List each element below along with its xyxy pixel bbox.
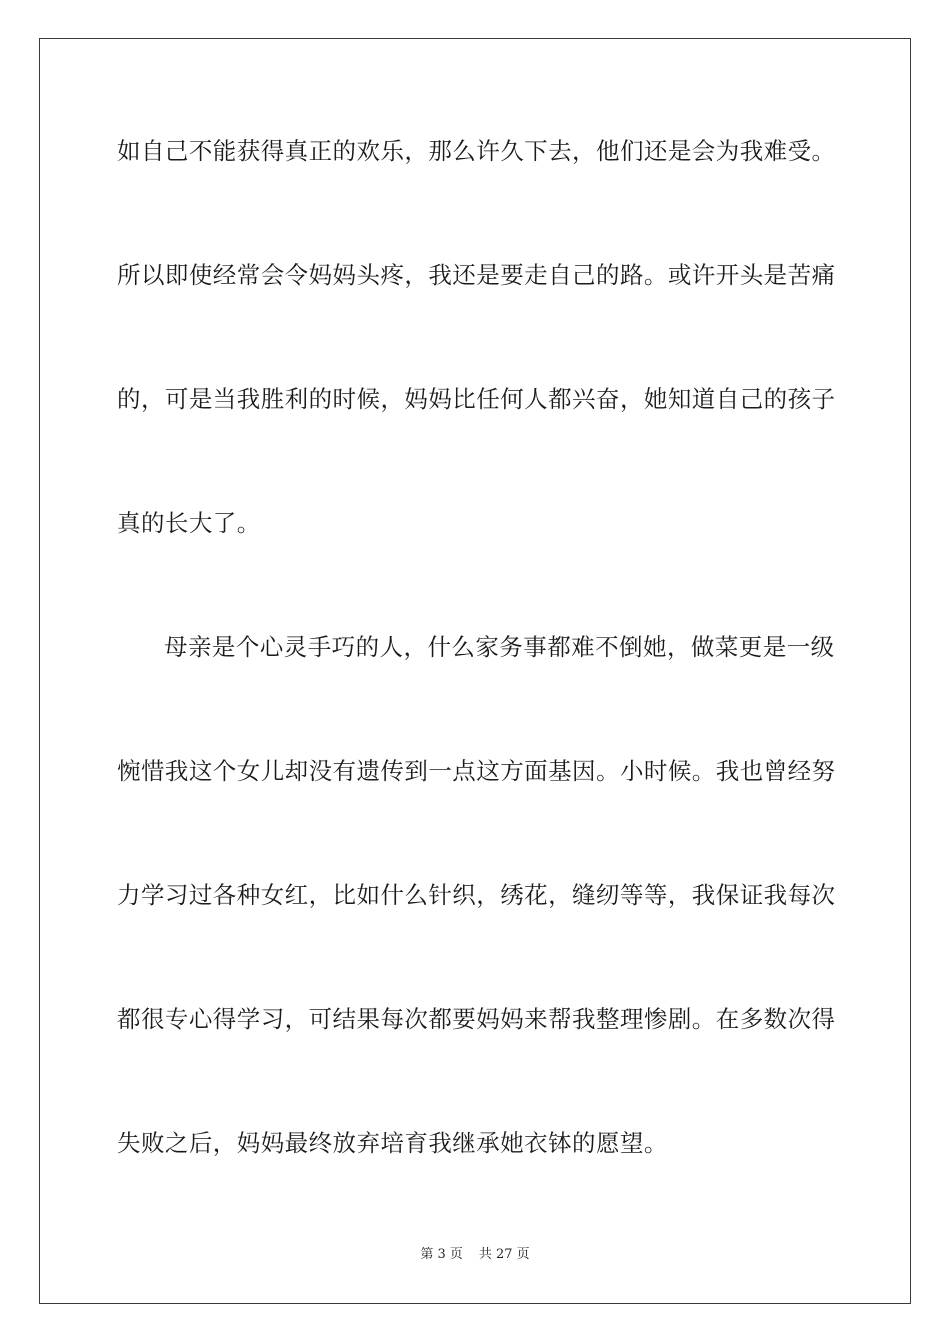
page-number: 第 3 页 (420, 1247, 463, 1262)
page-border (39, 38, 911, 1304)
paragraph-line: 都很专心得学习，可结果每次都要妈妈来帮我整理惨剧。在多数次得 (117, 1005, 836, 1033)
paragraph-line: 惋惜我这个女儿却没有遗传到一点这方面基因。小时候。我也曾经努 (117, 757, 836, 785)
paragraph-line: 力学习过各种女红，比如什么针织，绣花，缝纫等等，我保证我每次 (117, 881, 836, 909)
paragraph-line: 所以即使经常会令妈妈头疼，我还是要走自己的路。或许开头是苦痛 (117, 261, 836, 289)
paragraph-line: 失败之后，妈妈最终放弃培育我继承她衣钵的愿望。 (117, 1129, 668, 1157)
paragraph-line: 如自己不能获得真正的欢乐，那么许久下去，他们还是会为我难受。 (117, 137, 836, 165)
page-total: 共 27 页 (478, 1247, 530, 1262)
paragraph-line: 真的长大了。 (117, 509, 261, 537)
paragraph-line: 母亲是个心灵手巧的人，什么家务事都难不倒她，做菜更是一级 (164, 633, 835, 661)
page-footer (0, 1246, 950, 1264)
paragraph-line: 的，可是当我胜利的时候，妈妈比任何人都兴奋，她知道自己的孩子 (117, 385, 836, 413)
